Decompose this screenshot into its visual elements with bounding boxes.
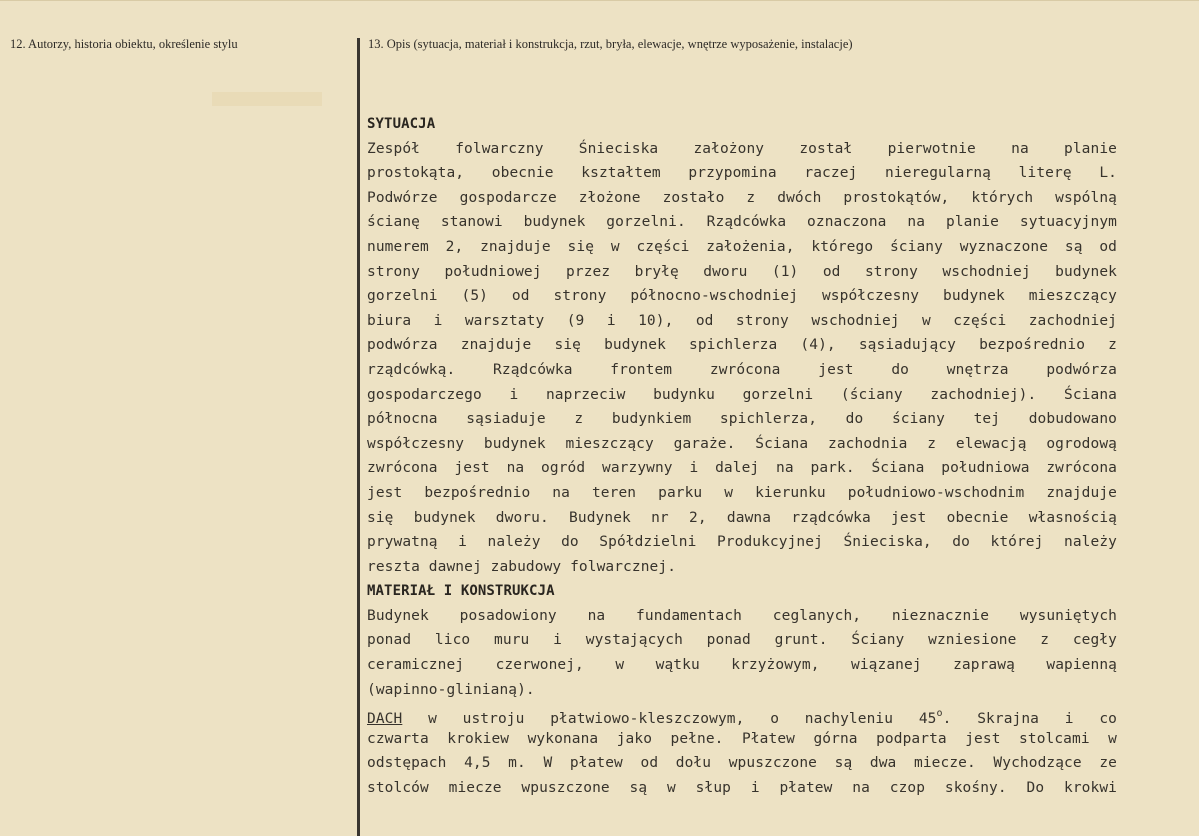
dach-first-line-tail: . Skrajna i co xyxy=(942,711,1117,728)
text-line: rządcówką. Rządcówka frontem zwrócona jest do wnętrza podwórza xyxy=(367,361,1117,378)
text-line: prywatną i należy do Spółdzielni Produkcyjnej Śnieciska, do której należy xyxy=(367,534,1117,551)
text-line: strony południowej przez bryłę dworu (1) od strony wschodniej budynek xyxy=(367,263,1117,280)
text-line: się budynek dworu. Budynek nr 2, dawna rządcówka jest obecnie własnością xyxy=(367,509,1117,526)
text-line: Zespół folwarczny Śnieciska założony został pierwotnie na planie xyxy=(367,140,1117,157)
text-line: odstępach 4,5 m. W płatew od dołu wpuszczone są dwa miecze. Wychodzące ze xyxy=(367,755,1117,772)
text-line: Podwórze gospodarcze złożone zostało z dwóch prostokątów, których wspólną xyxy=(367,189,1117,206)
dach-first-line xyxy=(367,702,1117,727)
text-line: gospodarczego i naprzeciw budynku gorzelni (ściany zachodniej). Ściana xyxy=(367,386,1117,403)
dach-lines xyxy=(367,727,1117,801)
text-line: ścianę stanowi budynek gorzelni. Rządcówka oznaczona na planie sytuacyjnym xyxy=(367,214,1117,231)
text-line: (wapinno-glinianą). xyxy=(367,681,535,698)
text-line: współczesny budynek mieszczący garaże. Ściana zachodnia z elewacją ogrodową xyxy=(367,435,1117,452)
faint-stain xyxy=(212,92,322,106)
dach-first-line-text: w ustroju płatwiowo-kleszczowym, o nachyleniu 45 xyxy=(402,711,937,728)
dach-label: DACH xyxy=(367,711,403,728)
description-text xyxy=(367,112,1117,801)
column-13-header: 13. Opis (sytuacja, materiał i konstrukcja, rzut, bryła, elewacje, wnętrze wyposażenie, instalacje) xyxy=(368,37,853,51)
text-line: ceramicznej czerwonej, w wątku krzyżowym, wiązanej zaprawą wapienną xyxy=(367,657,1117,674)
text-line: jest bezpośrednio na teren parku w kierunku południowo-wschodnim znajduje xyxy=(367,484,1117,501)
text-line: północna sąsiaduje z budynkiem spichlerza, do ściany tej dobudowano xyxy=(367,411,1117,428)
text-line: numerem 2, znajduje się w części założenia, którego ściany wyznaczone są od xyxy=(367,238,1117,255)
text-line: czwarta krokiew wykonana jako pełne. Płatew górna podparta jest stolcami w xyxy=(367,730,1117,747)
text-line: stolców miecze wpuszczone są w słup i płatew na czop skośny. Do krokwi xyxy=(367,780,1117,797)
text-line: prostokąta, obecnie kształtem przypomina raczej nieregularną literę L. xyxy=(367,165,1117,182)
material-heading: MATERIAŁ I KONSTRUKCJA xyxy=(367,583,555,600)
text-line: ponad lico muru i wystających ponad grunt. Ściany wzniesione z cegły xyxy=(367,632,1117,649)
text-line: reszta dawnej zabudowy folwarcznej. xyxy=(367,558,677,575)
text-line: zwrócona jest na ogród warzywny i dalej na park. Ściana południowa zwrócona xyxy=(367,460,1117,477)
text-line: gorzelni (5) od strony północno-wschodniej współczesny budynek mieszczący xyxy=(367,288,1117,305)
material-paragraph xyxy=(367,604,1117,702)
sytuacja-heading: SYTUACJA xyxy=(367,116,436,132)
dach-paragraph xyxy=(367,702,1117,800)
column-12-header: 12. Autorzy, historia obiektu, określenie stylu xyxy=(10,37,238,51)
text-line: biura i warsztaty (9 i 10), od strony wschodniej w części zachodniej xyxy=(367,312,1117,329)
degree-symbol: o xyxy=(936,708,943,720)
text-line: Budynek posadowiony na fundamentach ceglanych, nieznacznie wysuniętych xyxy=(367,607,1117,624)
text-line: podwórza znajduje się budynek spichlerza (4), sąsiadujący bezpośrednio z xyxy=(367,337,1117,354)
sytuacja-paragraph xyxy=(367,137,1117,580)
column-divider xyxy=(357,38,360,836)
